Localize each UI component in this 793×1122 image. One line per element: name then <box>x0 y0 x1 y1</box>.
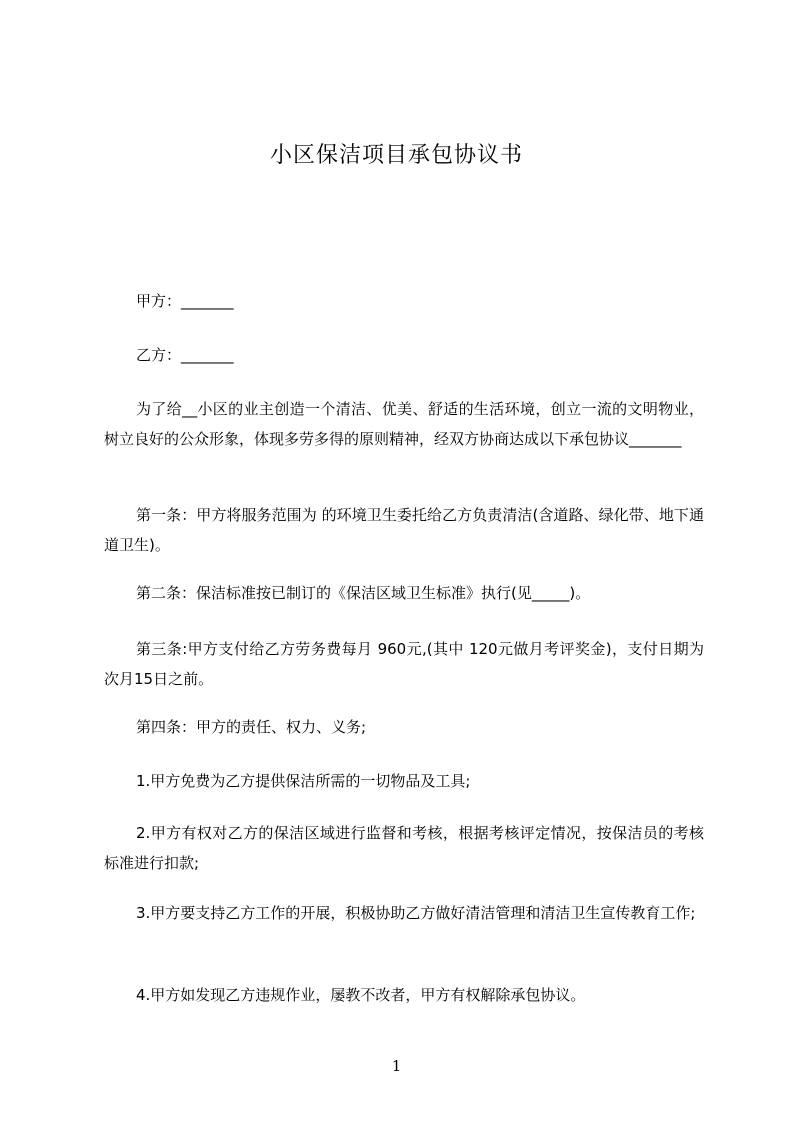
article-2-paragraph: 第二条：保洁标准按已制订的《保洁区域卫生标准》执行(见_____)。 <box>136 584 591 602</box>
party-a-line: 甲方：_______ <box>136 292 234 310</box>
article-4-item-4: 4.甲方如发现乙方违规作业，屡教不改者，甲方有权解除承包协议。 <box>136 986 586 1004</box>
article-4-item-2: 2.甲方有权对乙方的保洁区域进行监督和考核，根据考核评定情况，按保洁员的考核标准进行扣款; <box>104 824 704 872</box>
document-title: 小区保洁项目承包协议书 <box>269 143 523 168</box>
page-number: 1 <box>391 1057 402 1075</box>
article-4-item-1: 1.甲方免费为乙方提供保洁所需的一切物品及工具; <box>136 772 471 790</box>
preamble-paragraph: 为了给__小区的业主创造一个清洁、优美、舒适的生活环境，创立一流的文明物业，树立良好的公众形象，体现多劳多得的原则精神，经双方协商达成以下承包协议_______ <box>104 400 704 448</box>
article-3-paragraph: 第三条:甲方支付给乙方劳务费每月 960元,(其中 120元做月考评奖金)，支付日期为次月15日之前。 <box>104 640 704 688</box>
party-b-line: 乙方：_______ <box>136 346 234 364</box>
article-4-heading: 第四条：甲方的责任、权力、义务; <box>136 718 367 736</box>
article-1-paragraph: 第一条：甲方将服务范围为 的环境卫生委托给乙方负责清洁(含道路、绿化带、地下通道卫生)。 <box>104 506 704 554</box>
article-4-item-3: 3.甲方要支持乙方工作的开展，积极协助乙方做好清洁管理和清洁卫生宣传教育工作; <box>136 904 696 922</box>
